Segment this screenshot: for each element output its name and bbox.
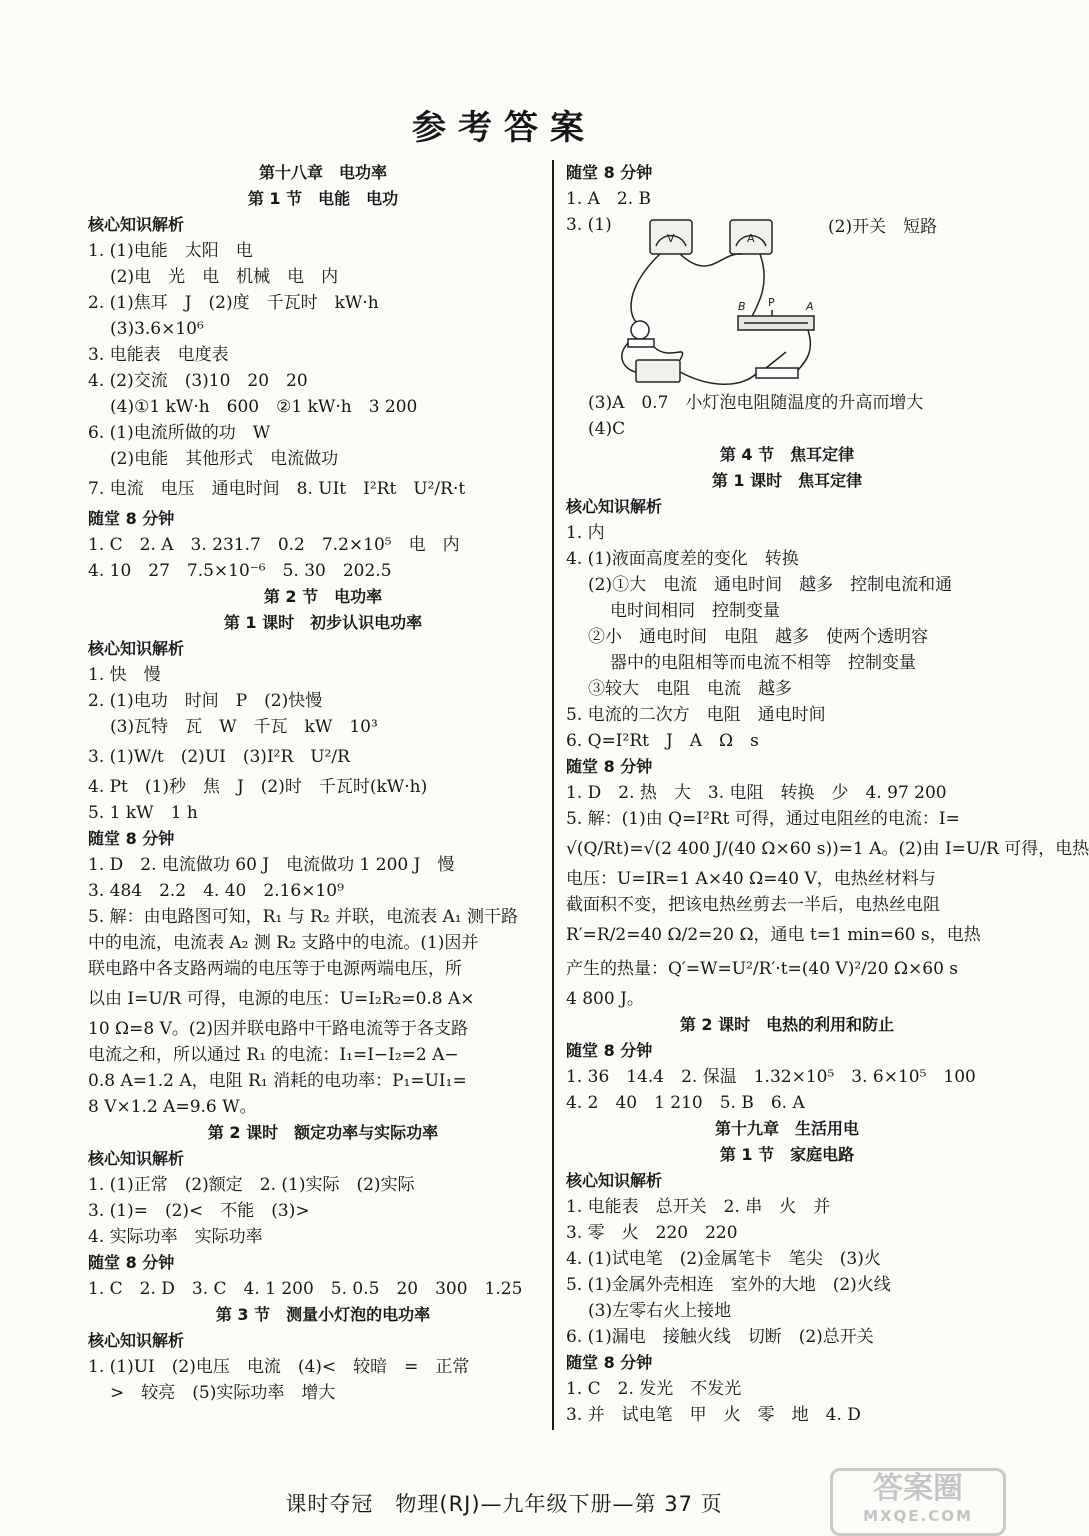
section-heading: 第十九章 生活用电 xyxy=(714,1119,859,1138)
answer-line: (2)电 光 电 机械 电 内 xyxy=(110,267,339,287)
answer-line: 3. 并 试电笔 甲 火 零 地 4. D xyxy=(566,1405,861,1425)
answer-line: 1. 快 慢 xyxy=(88,665,161,685)
left-column xyxy=(88,160,558,1406)
section-heading: 第 4 节 焦耳定律 xyxy=(719,445,855,464)
answer-line: 10 Ω=8 V。(2)因并联电路中干路电流等于各支路 xyxy=(88,1019,468,1039)
answer-line: (3)左零右火上接地 xyxy=(588,1301,732,1321)
answer-line: 4. (1)液面高度差的变化 转换 xyxy=(566,549,799,569)
subsection-heading: 随堂 8 分钟 xyxy=(88,1253,175,1272)
section-heading: 第 1 节 家庭电路 xyxy=(719,1145,855,1164)
answer-line: 0.8 A=1.2 A，电阻 R₁ 消耗的电功率：P₁=UI₁= xyxy=(88,1071,467,1091)
section-heading: 第 1 课时 焦耳定律 xyxy=(711,471,863,490)
answer-line: 5. 解：(1)由 Q=I²Rt 可得，通过电阻丝的电流：I= xyxy=(566,809,960,829)
subsection-heading: 核心知识解析 xyxy=(88,1331,185,1350)
answer-line: 1. A 2. B xyxy=(566,189,652,209)
answer-line: 器中的电阻相等而电流不相等 控制变量 xyxy=(610,653,916,673)
answer-line: 1. C 2. A 3. 231.7 0.2 7.2×10⁵ 电 内 xyxy=(88,535,460,555)
subsection-heading: 核心知识解析 xyxy=(566,1171,663,1190)
subsection-heading: 核心知识解析 xyxy=(88,639,185,658)
answer-line: 以由 I=U/R 可得，电源的电压：U=I₂R₂=0.8 A× xyxy=(88,989,475,1009)
answer-line: 1. 电能表 总开关 2. 串 火 并 xyxy=(566,1197,831,1217)
answer-line: 5. 电流的二次方 电阻 通电时间 xyxy=(566,705,826,725)
section-heading: 第 1 节 电能 电功 xyxy=(247,189,399,208)
answer-line: 5. 1 kW 1 h xyxy=(88,803,198,823)
section-heading: 第十八章 电功率 xyxy=(258,163,387,182)
right-top-block xyxy=(566,160,1008,212)
answer-line: 1. (1)正常 (2)额定 2. (1)实际 (2)实际 xyxy=(88,1175,415,1195)
subsection-heading: 随堂 8 分钟 xyxy=(566,757,653,776)
section-heading: 第 3 节 测量小灯泡的电功率 xyxy=(215,1305,431,1324)
rheostat-b-label: B xyxy=(738,300,746,313)
answer-line: 电时间相同 控制变量 xyxy=(610,601,780,621)
answer-line: 3. (1)W/t (2)UI (3)I²R U²/R xyxy=(88,747,350,767)
subsection-heading: 核心知识解析 xyxy=(88,215,185,234)
answer-line: 截面积不变，把该电热丝剪去一半后，电热丝电阻 xyxy=(566,895,940,915)
answer-line: 中的电流，电流表 A₂ 测 R₂ 支路中的电流。(1)因并 xyxy=(88,933,479,953)
watermark-logo xyxy=(830,1468,1006,1536)
answer-line: 1. D 2. 热 大 3. 电阻 转换 少 4. 97 200 xyxy=(566,783,947,803)
circuit-question xyxy=(566,212,1008,390)
answer-line: (2)①大 电流 通电时间 越多 控制电流和通 xyxy=(588,575,953,595)
answer-line: 6. (1)漏电 接触火线 切断 (2)总开关 xyxy=(566,1327,874,1347)
section-heading: 第 1 课时 初步认识电功率 xyxy=(223,613,423,632)
answer-line: 6. Q=I²Rt J A Ω s xyxy=(566,731,759,751)
subsection-heading: 核心知识解析 xyxy=(88,1149,185,1168)
answer-line: 3. 零 火 220 220 xyxy=(566,1223,738,1243)
answer-line: 4. (2)交流 (3)10 20 20 xyxy=(88,371,308,391)
subsection-heading: 随堂 8 分钟 xyxy=(88,509,175,528)
ammeter-label: A xyxy=(747,232,755,245)
answer-line: 1. C 2. D 3. C 4. 1 200 5. 0.5 20 300 1.25 xyxy=(88,1279,523,1299)
answer-line: 联电路中各支路两端的电压等于电源两端电压，所 xyxy=(88,959,462,979)
subsection-heading: 随堂 8 分钟 xyxy=(566,1353,653,1372)
subsection-heading: 随堂 8 分钟 xyxy=(566,1041,653,1060)
answer-line: 1. (1)电能 太阳 电 xyxy=(88,241,253,261)
answer-line: 4. 2 40 1 210 5. B 6. A xyxy=(566,1093,805,1113)
subsection-heading: 随堂 8 分钟 xyxy=(566,163,653,182)
answer-line: 产生的热量：Q′=W=U²/R′·t=(40 V)²/20 Ω×60 s xyxy=(566,959,959,979)
right-bottom-block xyxy=(566,390,1089,1428)
subsection-heading: 随堂 8 分钟 xyxy=(88,829,175,848)
answer-line: 3. (1)= (2)< 不能 (3)> xyxy=(88,1201,310,1221)
answer-line: ③较大 电阻 电流 越多 xyxy=(588,679,792,699)
answer-line: 1. D 2. 电流做功 60 J 电流做功 1 200 J 慢 xyxy=(88,855,455,875)
answer-line: 5. 解：由电路图可知，R₁ 与 R₂ 并联，电流表 A₁ 测干路 xyxy=(88,907,518,927)
answer-line: 电流之和，所以通过 R₁ 的电流：I₁=I−I₂=2 A− xyxy=(88,1045,459,1065)
section-heading: 第 2 课时 额定功率与实际功率 xyxy=(207,1123,439,1142)
page-footer: 课时夺冠 物理(RJ)—九年级下册—第 37 页 xyxy=(285,1492,723,1516)
answer-line: (4)①1 kW·h 600 ②1 kW·h 3 200 xyxy=(110,397,418,417)
diagram-side-answer: (2)开关 短路 xyxy=(828,217,938,237)
answer-line: R′=R/2=40 Ω/2=20 Ω，通电 t=1 min=60 s，电热 xyxy=(566,925,981,945)
answer-line: 1. 内 xyxy=(566,523,605,543)
answer-line: (3)瓦特 瓦 W 千瓦 kW 10³ xyxy=(110,717,378,737)
answer-line: 2. (1)焦耳 J (2)度 千瓦时 kW·h xyxy=(88,293,379,313)
answer-line: (3)A 0.7 小灯泡电阻随温度的升高而增大 xyxy=(588,393,924,413)
answer-line: 电压：U=IR=1 A×40 Ω=40 V，电热丝材料与 xyxy=(566,869,936,889)
answer-line: 6. (1)电流所做的功 W xyxy=(88,423,271,443)
answer-line: (2)电能 其他形式 电流做功 xyxy=(110,449,339,469)
rheostat-a-label: A xyxy=(806,300,814,313)
rheostat-p-label: P xyxy=(768,296,775,309)
answer-line: 7. 电流 电压 通电时间 8. UIt I²Rt U²/R·t xyxy=(88,479,466,499)
answer-line: (4)C xyxy=(588,419,626,439)
answer-line: √(Q/Rt)=√(2 400 J/(40 Ω×60 s))=1 A。(2)由 I=U/R 可得，电热 xyxy=(566,839,1089,859)
answer-line: 1. 36 14.4 2. 保温 1.32×10⁵ 3. 6×10⁵ 100 xyxy=(566,1067,976,1087)
answer-line: 4 800 J。 xyxy=(566,989,644,1009)
voltmeter-label: V xyxy=(667,232,675,245)
answer-line: 4. (1)试电笔 (2)金属笔卡 笔尖 (3)火 xyxy=(566,1249,881,1269)
answer-line: ②小 通电时间 电阻 越多 使两个透明容 xyxy=(588,627,928,647)
subsection-heading: 核心知识解析 xyxy=(566,497,663,516)
question-prefix: 3. (1) xyxy=(566,215,612,235)
answer-line: 4. Pt (1)秒 焦 J (2)时 千瓦时(kW·h) xyxy=(88,777,428,797)
section-heading: 第 2 课时 电热的利用和防止 xyxy=(679,1015,895,1034)
circuit-diagram-icon xyxy=(610,212,820,388)
watermark-main: 答案圈 xyxy=(873,1471,963,1506)
watermark-sub: MXQE.COM xyxy=(863,1507,973,1525)
answer-line: 1. (1)UI (2)电压 电流 (4)< 较暗 = 正常 xyxy=(88,1357,470,1377)
column-divider xyxy=(552,160,554,1430)
answer-line: (3)3.6×10⁶ xyxy=(110,319,204,339)
answer-line: 5. (1)金属外壳相连 室外的大地 (2)火线 xyxy=(566,1275,891,1295)
answer-line: 4. 实际功率 实际功率 xyxy=(88,1227,263,1247)
right-column xyxy=(566,160,1089,1428)
section-heading: 第 2 节 电功率 xyxy=(263,587,383,606)
answer-line: 8 V×1.2 A=9.6 W。 xyxy=(88,1097,257,1117)
page-title: 参考答案 xyxy=(412,108,596,148)
answer-line: 4. 10 27 7.5×10⁻⁶ 5. 30 202.5 xyxy=(88,561,392,581)
answer-line: 3. 484 2.2 4. 40 2.16×10⁹ xyxy=(88,881,344,901)
answer-line: 2. (1)电功 时间 P (2)快慢 xyxy=(88,691,323,711)
answer-line: 1. C 2. 发光 不发光 xyxy=(566,1379,742,1399)
answer-line: > 较亮 (5)实际功率 增大 xyxy=(110,1383,336,1403)
answer-line: 3. 电能表 电度表 xyxy=(88,345,229,365)
